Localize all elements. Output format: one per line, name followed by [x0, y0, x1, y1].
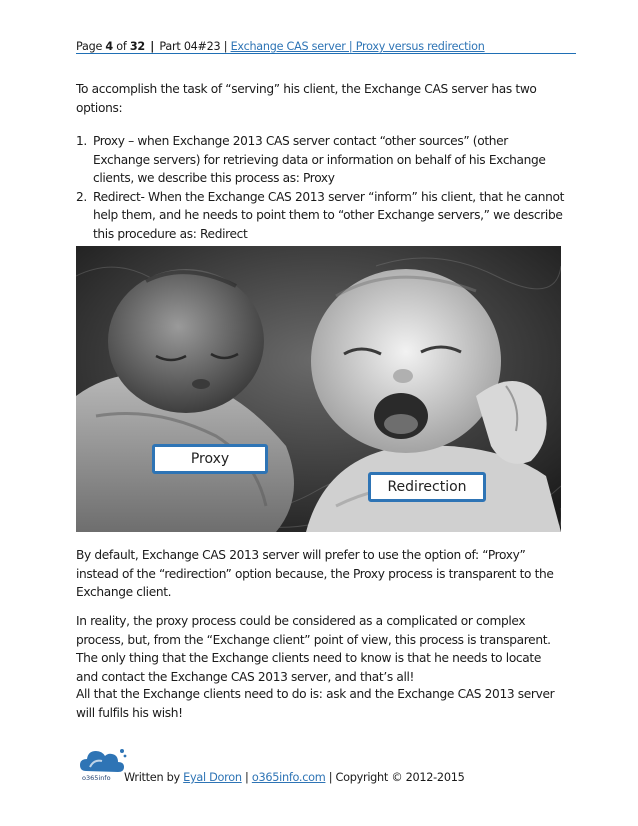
header-separator: |: [150, 40, 155, 53]
header-separator-2: |: [223, 40, 228, 53]
author-link[interactable]: Eyal Doron: [183, 771, 242, 784]
default-paragraph: By default, Exchange CAS 2013 server will prefer to use the option of: “Proxy” instead of the “redirection” option because, the Proxy process is transparent to the Exchange client.: [76, 548, 554, 599]
o365info-logo: [78, 745, 128, 783]
part-number: Part 04#23: [159, 40, 221, 53]
site-link[interactable]: o365info.com: [251, 771, 326, 784]
babies-photo: [76, 246, 561, 532]
copyright: | Copyright © 2012-2015: [328, 771, 465, 784]
proxy-label: Proxy: [152, 444, 268, 474]
wish-paragraph: All that the Exchange clients need to do is: ask and the Exchange CAS 2013 server will fulfils his wish!: [76, 687, 555, 720]
of-word: of: [116, 40, 127, 53]
redirection-label: Redirection: [368, 472, 486, 502]
page-word: Page: [76, 40, 103, 53]
list-number: 1.: [76, 134, 87, 148]
list-item-proxy: [76, 132, 566, 188]
page-footer: [124, 770, 544, 786]
written-by: Written by: [124, 771, 180, 784]
options-list: [76, 132, 566, 243]
page-current: 4: [105, 40, 113, 53]
list-item-text: Redirect- When the Exchange CAS 2013 server “inform” his client, that he cannot help them, and he needs to point them to “other Exchange servers,” we describe this procedure as: Redirect: [93, 189, 565, 241]
footer-separator: |: [245, 771, 249, 784]
header-rule: [76, 53, 576, 54]
intro-paragraph: To accomplish the task of “serving” his client, the Exchange CAS server has two options:: [76, 82, 537, 115]
list-number: 2.: [76, 189, 87, 204]
page-header: [76, 39, 576, 55]
logo-text: o365info: [82, 774, 111, 782]
article-title-link[interactable]: Exchange CAS server | Proxy versus redirection: [230, 40, 485, 53]
reality-paragraph: In reality, the proxy process could be considered as a complicated or complex process, but, from the “Exchange client” point of view, this process is transparent. The only thing that the Exchange clients need to know is that he needs to locate and contact the Exchange CAS 2013 server, and that’s all!: [76, 614, 551, 684]
list-item-redirect: [76, 188, 566, 244]
page-total: 32: [129, 40, 145, 53]
list-item-text: Proxy – when Exchange 2013 CAS server contact “other sources” (other Exchange servers) for retrieving data or information on behalf of his Exchange clients, we describe this process as: Proxy: [93, 134, 546, 185]
